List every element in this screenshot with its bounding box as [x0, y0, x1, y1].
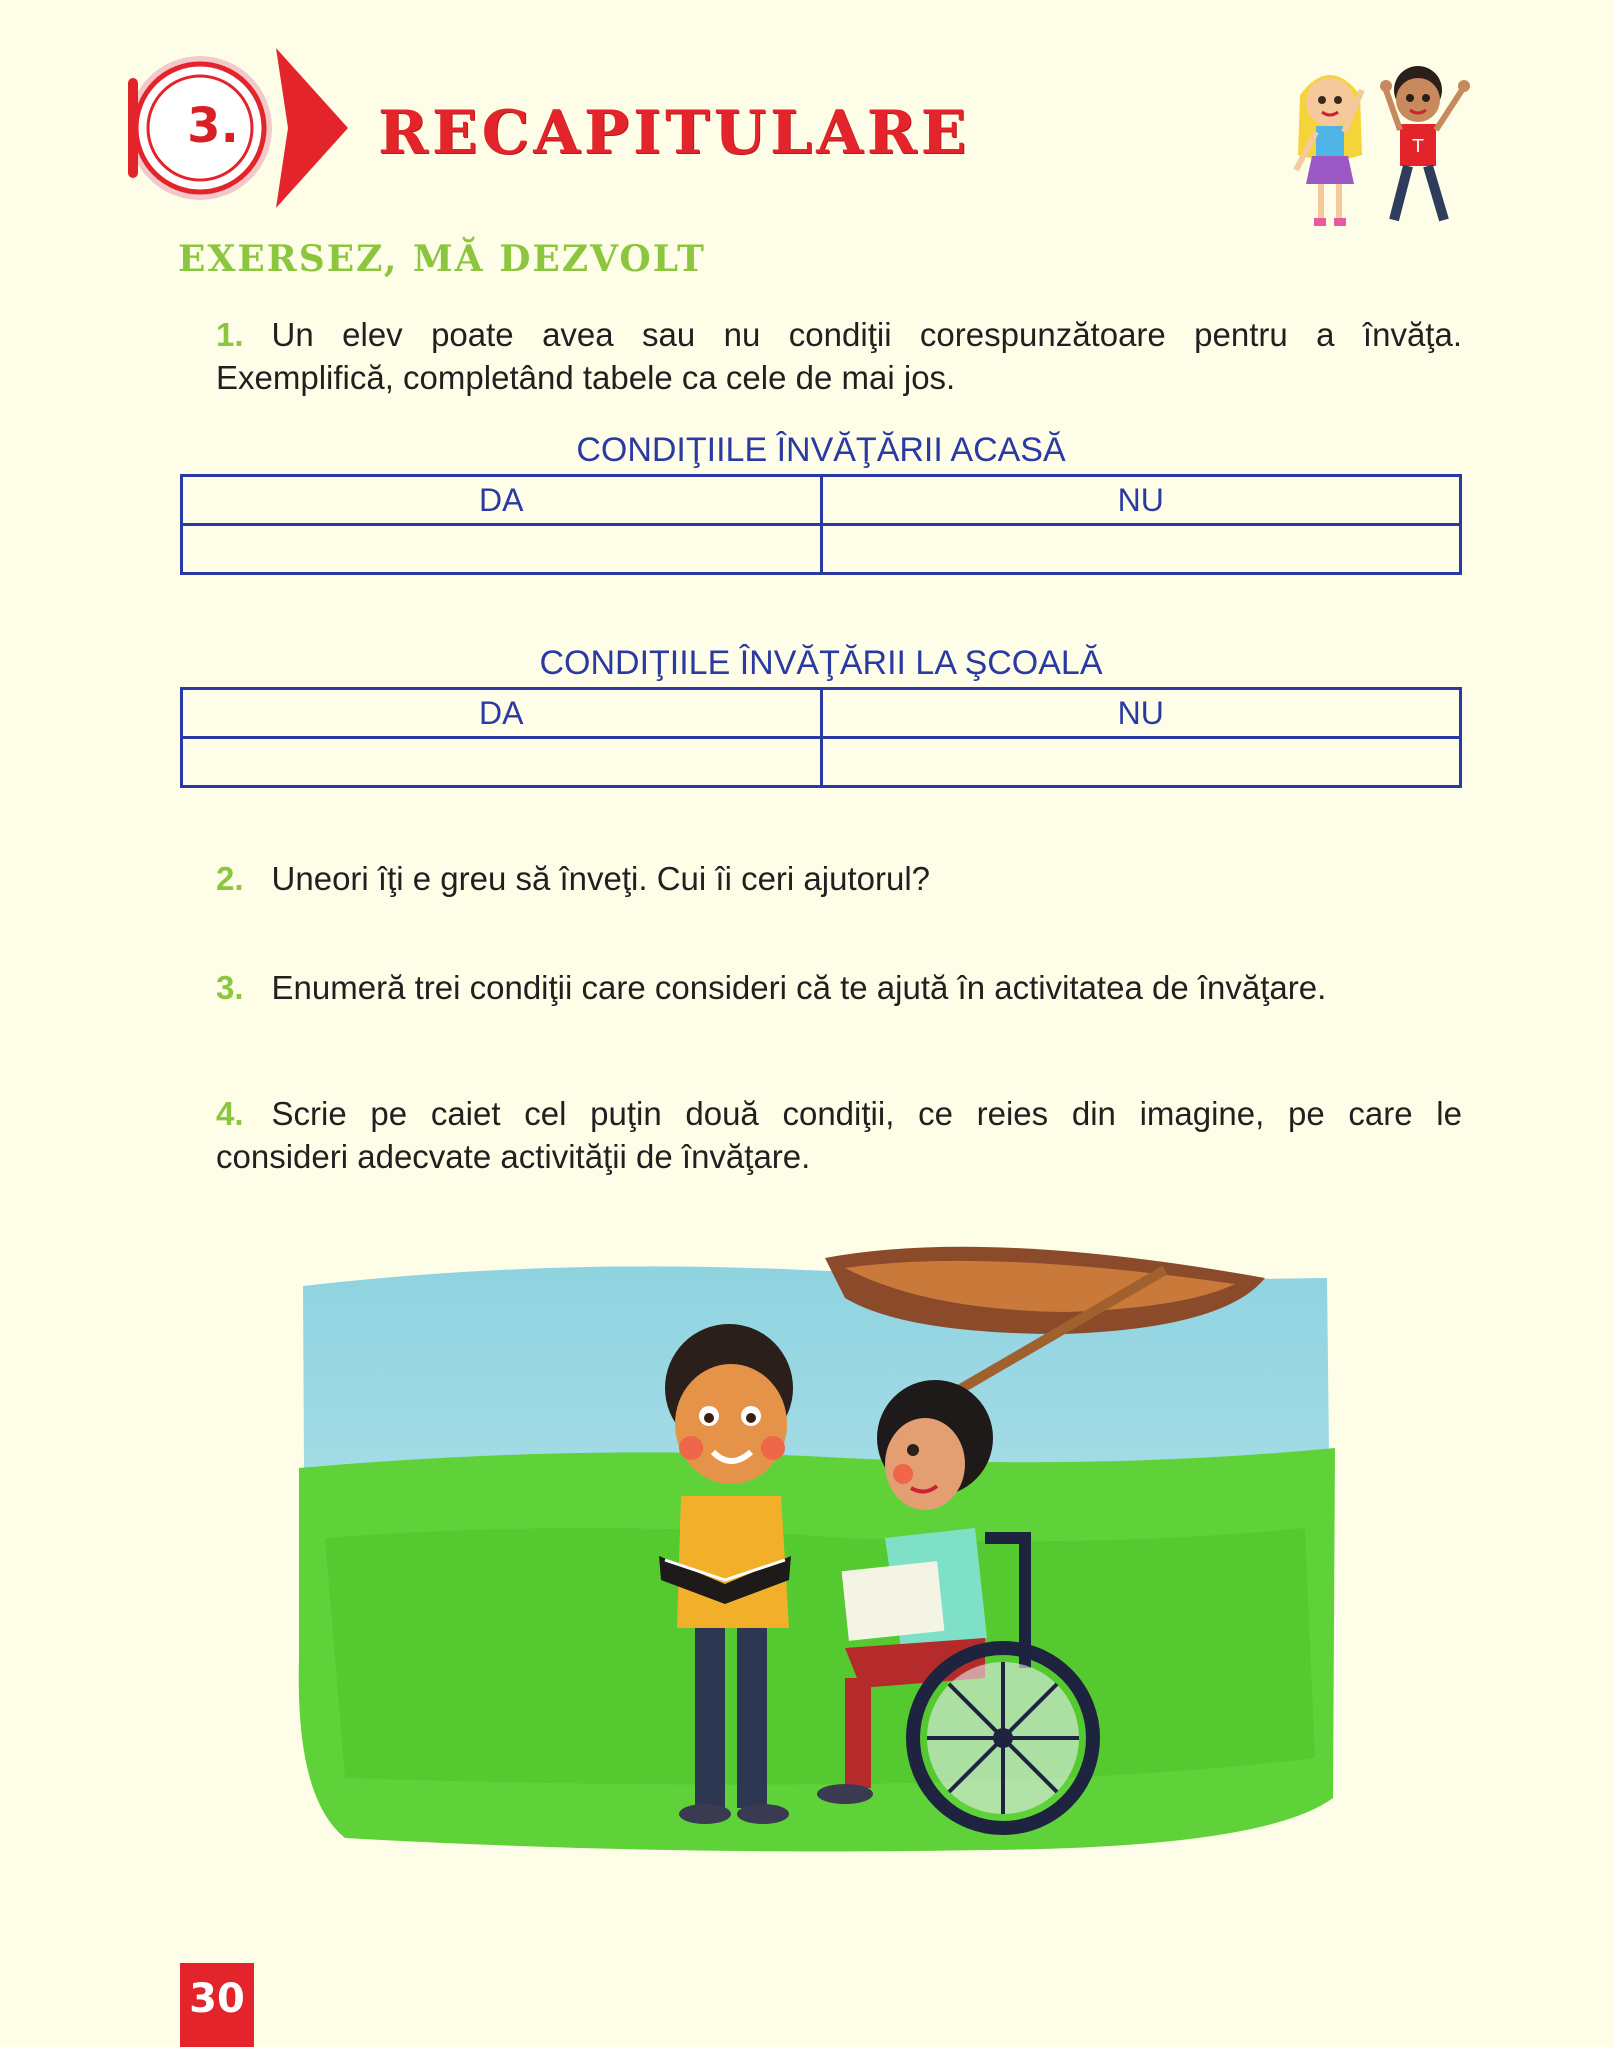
svg-text:T: T: [1412, 136, 1424, 157]
exercise-number: 1.: [216, 316, 244, 353]
exercise-1: [216, 313, 1462, 399]
children-reading-outdoors-illustration: [285, 1238, 1345, 1878]
answer-cell-nu[interactable]: [821, 738, 1461, 787]
kids-mascot-icon: [1290, 60, 1480, 235]
answer-cell-da[interactable]: [182, 738, 822, 787]
chapter-title: RECAPITULARE: [378, 98, 971, 168]
conditions-school-table: [180, 687, 1462, 788]
section-title: EXERSEZ, MĂ DEZVOLT: [178, 238, 706, 280]
page-number: 30: [189, 1976, 245, 2022]
exercise-3: [216, 966, 1462, 1009]
conditions-home-table: [180, 474, 1462, 575]
column-header-da: DA: [182, 476, 822, 525]
column-header-da: DA: [182, 689, 822, 738]
exercise-number: 4.: [216, 1095, 244, 1132]
exercise-text-line1: Un elev poate avea sau nu condiţii corespunzătoare pentru a învăţa.: [271, 316, 1462, 353]
exercise-text: Uneori îţi e greu să înveţi. Cui îi ceri ajutorul?: [271, 860, 931, 897]
answer-cell-nu[interactable]: [821, 525, 1461, 574]
exercise-text-line1: Scrie pe caiet cel puţin două condiţii, ce reies din imagine, pe care le: [271, 1095, 1462, 1132]
answer-cell-da[interactable]: [182, 525, 822, 574]
column-header-nu: NU: [821, 689, 1461, 738]
chapter-number: 3.: [187, 98, 239, 154]
table-caption: CONDIŢIILE ÎNVĂŢĂRII LA ŞCOALĂ: [539, 644, 1103, 682]
exercise-text-line2: Exemplifică, completând tabele ca cele de mai jos.: [216, 359, 956, 396]
exercise-2: [216, 857, 1462, 900]
exercise-number: 2.: [216, 860, 244, 897]
exercise-text: Enumeră trei condiţii care consideri că te ajută în activitatea de învăţare.: [271, 969, 1327, 1006]
column-header-nu: NU: [821, 476, 1461, 525]
exercise-4: [216, 1092, 1462, 1178]
exercise-number: 3.: [216, 969, 244, 1006]
exercise-text-line2: consideri adecvate activităţii de învăţare.: [216, 1138, 811, 1175]
table-caption: CONDIŢIILE ÎNVĂŢĂRII ACASĂ: [576, 431, 1066, 469]
